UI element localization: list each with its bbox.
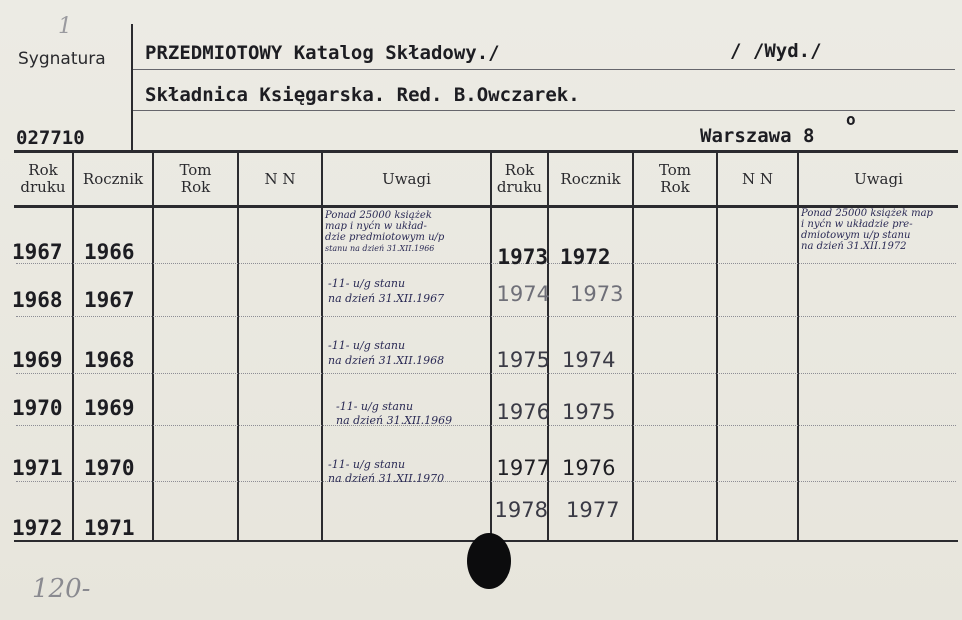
table-row-rocznik: 1973 xyxy=(570,282,624,306)
format-superscript: o xyxy=(846,110,856,129)
table-row-rocznik: 1969 xyxy=(84,396,135,420)
header-rok-druku: Rok druku xyxy=(20,161,66,196)
title-rule xyxy=(133,69,955,70)
table-row-rok: 1978 xyxy=(494,498,548,522)
col-line-4 xyxy=(321,152,323,542)
row-dotted-line xyxy=(16,373,956,374)
row-dotted-line xyxy=(16,316,956,317)
header-rocznik-right: Rocznik xyxy=(560,170,621,188)
table-row-rocznik: 1968 xyxy=(84,348,135,372)
table-row-rocznik: 1976 xyxy=(562,456,616,480)
col-line-5 xyxy=(490,152,492,542)
table-row-rok: 1973 xyxy=(497,245,548,269)
table-row-rocznik: 1967 xyxy=(84,288,135,312)
table-row-rocznik: 1977 xyxy=(566,498,620,522)
col-line-9 xyxy=(797,152,799,542)
header-tom-rok: Tom Rok xyxy=(179,161,212,196)
header-rocznik: Rocznik xyxy=(82,170,144,188)
signature-divider xyxy=(131,24,133,152)
row-dotted-line xyxy=(16,425,956,426)
pencil-mark: 1 xyxy=(58,14,72,39)
table-row-rok: 1974 xyxy=(496,282,550,306)
table-row-rok: 1967 xyxy=(12,240,63,264)
col-line-6 xyxy=(547,152,549,542)
signature-label: Sygnatura xyxy=(18,49,106,69)
col-line-3 xyxy=(237,152,239,542)
catalog-title: PRZEDMIOTOWY Katalog Składowy./ xyxy=(145,42,500,64)
header-uwagi-right: Uwagi xyxy=(854,170,903,188)
table-row-rok: 1968 xyxy=(12,288,63,312)
place-of-publication: Warszawa 8 xyxy=(700,125,815,147)
header-uwagi: Uwagi xyxy=(382,170,431,188)
table-row-rocznik: 1972 xyxy=(560,245,611,269)
header-nn-right: N N xyxy=(741,170,774,188)
table-row-rok: 1976 xyxy=(496,400,550,424)
col-line-1 xyxy=(72,152,74,542)
handwritten-note: -11- u/g stanu na dzień 31.XII.1970 xyxy=(328,458,445,485)
row-dotted-line xyxy=(16,481,956,482)
table-top-rule xyxy=(14,150,958,153)
handwritten-note: Ponad 25000 książek map i nyćn w układzie pre- dmiotowym u/p stanu na dzień 31.XII.1972 xyxy=(801,208,933,252)
table-row-rocznik: 1970 xyxy=(84,456,135,480)
header-rok-druku-right: Rok druku xyxy=(496,161,543,196)
handwritten-note: Ponad 25000 książek map i nyćn w układ- dzie predmiotowym u/p stanu na dzień 31.XII.1966 xyxy=(325,210,445,253)
table-row-rok: 1975 xyxy=(496,348,550,372)
table-row-rok: 1977 xyxy=(496,456,550,480)
table-row-rok: 1971 xyxy=(12,456,63,480)
signature-number: 027710 xyxy=(16,127,85,149)
table-row-rocznik: 1975 xyxy=(562,400,616,424)
header-tom-rok-right: Tom Rok xyxy=(658,161,692,196)
table-row-rocznik: 1971 xyxy=(84,516,135,540)
col-line-2 xyxy=(152,152,154,542)
bottom-pencil-number: 120- xyxy=(32,574,91,604)
publisher-rule xyxy=(133,110,955,111)
publisher-line: Składnica Księgarska. Red. B.Owczarek. xyxy=(145,84,580,106)
table-row-rocznik: 1974 xyxy=(562,348,616,372)
header-nn: N N xyxy=(264,170,296,188)
table-row-rok: 1970 xyxy=(12,396,63,420)
row-dotted-line xyxy=(16,263,956,264)
edition-mark: / /Wyd./ xyxy=(730,40,822,62)
table-row-rocznik: 1966 xyxy=(84,240,135,264)
col-line-7 xyxy=(632,152,634,542)
table-row-rok: 1969 xyxy=(12,348,63,372)
handwritten-note: -11- u/g stanu na dzień 31.XII.1969 xyxy=(336,400,453,427)
table-row-rok: 1972 xyxy=(12,516,63,540)
handwritten-note: -11- u/g stanu na dzień 31.XII.1967 xyxy=(328,277,445,305)
punch-hole xyxy=(467,533,511,589)
handwritten-note: -11- u/g stanu na dzień 31.XII.1968 xyxy=(328,339,445,367)
col-line-8 xyxy=(716,152,718,542)
